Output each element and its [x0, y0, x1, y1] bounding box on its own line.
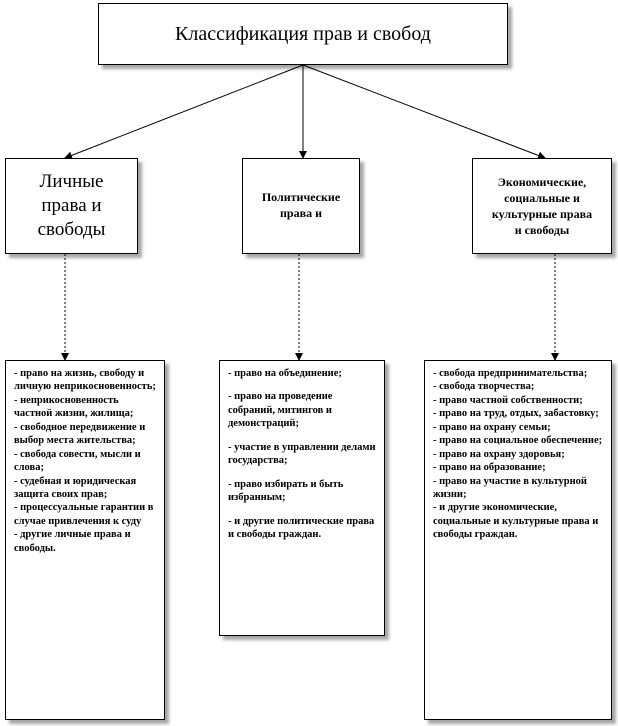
personal-rights-heading	[38, 170, 106, 241]
heading-line: культурные права	[491, 207, 593, 221]
heading-line: и свободы	[514, 223, 570, 238]
list-item: - право частной собственности;	[433, 394, 583, 406]
heading-line: социальные и	[504, 190, 580, 205]
economic-rights-heading-box	[472, 158, 612, 254]
heading-line: Экономические,	[497, 174, 587, 189]
list-item: - право на образование;	[433, 462, 546, 474]
list-item: - право на охрану семьи;	[433, 421, 551, 433]
political-rights-list	[228, 367, 376, 541]
list-item: - участие в управлении делами государства;	[228, 441, 376, 467]
economic-rights-list	[433, 367, 603, 542]
list-item: - право избирать и быть избранным;	[228, 478, 344, 504]
list-item: - свобода совести, мысли и слова;	[14, 448, 141, 474]
list-item: - право на охрану здоровья;	[433, 448, 565, 460]
heading-line: права и	[280, 206, 322, 220]
list-item: - судебная и юридическая защита своих прав;	[14, 475, 137, 500]
heading-line: Политические	[261, 190, 341, 205]
list-item: - неприкосновенность частной жизни, жилища;	[14, 394, 134, 420]
diagram-title: Классификация прав и свобод	[175, 22, 431, 45]
list-item: - свобода предпринимательства;	[433, 368, 588, 379]
list-item: - право на проведение собраний, митингов и демонстраций;	[228, 391, 333, 430]
heading-line: Личные	[39, 171, 104, 193]
diagram-title-box	[98, 3, 508, 65]
list-item: - право на объединение;	[228, 368, 342, 379]
arrow-to-personal-rights	[65, 65, 303, 158]
list-item: - право на социальное обеспечение;	[433, 435, 603, 447]
heading-line: права и	[41, 195, 102, 217]
list-item: - и другие экономические, социальные и культурные права и свободы граждан.	[433, 502, 599, 541]
list-item: - и другие политические права и свободы граждан.	[228, 515, 375, 540]
list-item: - право на участие в культурной жизни;	[433, 475, 587, 500]
personal-rights-list-box	[5, 360, 165, 720]
economic-rights-list-box	[424, 360, 612, 720]
personal-rights-heading-box	[5, 158, 138, 254]
economic-rights-heading	[492, 174, 592, 239]
political-rights-heading-box	[242, 158, 360, 254]
political-rights-heading	[262, 190, 340, 221]
personal-rights-list	[14, 367, 156, 555]
list-item: - процессуальные гарантии в случае привлечения к суду	[14, 502, 154, 527]
heading-line: свободы	[37, 218, 106, 240]
arrow-to-economic-rights	[303, 65, 545, 158]
list-item: - свободное передвижение и выбор места жительства;	[14, 421, 146, 447]
list-item: - другие личные права и свободы.	[14, 529, 131, 554]
list-item: - свобода творчества;	[433, 381, 535, 393]
political-rights-list-box	[219, 360, 385, 636]
list-item: - право на жизнь, свободу и личную неприкосновенность;	[14, 368, 156, 393]
list-item: - право на труд, отдых, забастовку;	[433, 408, 599, 420]
